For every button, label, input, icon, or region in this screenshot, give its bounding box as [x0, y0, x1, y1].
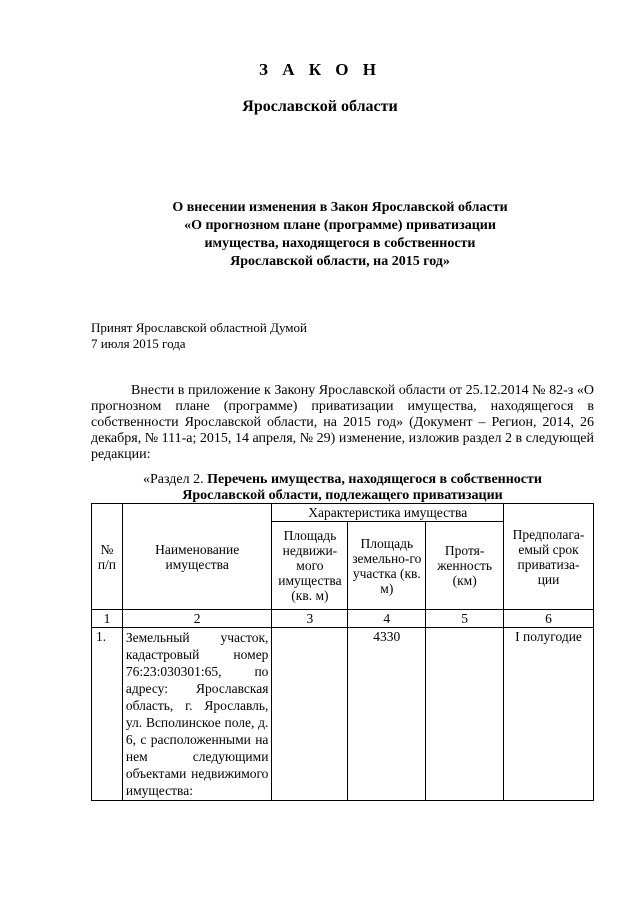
header-name: Наименование имущества	[122, 504, 272, 610]
amendment-paragraph: Внести в приложение к Закону Ярославской области от 25.12.2014 № 82-з «О прогнозном плане (программе) приватизации имущества, находящегося в собственности Ярославской области, на 2015 год» (Документ – Регион, 2014, 26 декабря, № 111-а; 2015, 14 апреля, № 29) изменение, изложив раздел 2 в следующей редакции:	[91, 383, 594, 462]
section-title-line1: Перечень имущества, находящегося в собственности	[207, 472, 542, 487]
section-prefix: «Раздел 2.	[143, 472, 204, 487]
subject-line: О внесении изменения в Закон Ярославской области	[172, 200, 508, 215]
adoption-date: 7 июля 2015 года	[91, 336, 186, 351]
column-number: 4	[348, 610, 426, 628]
subject-line: Ярославской области, на 2015 год»	[230, 254, 450, 269]
row-number: 1.	[92, 628, 123, 801]
adoption-note	[91, 320, 307, 352]
adoption-body: Принят Ярославской областной Думой	[91, 320, 307, 335]
row-term: I полугодие	[504, 628, 594, 801]
header-building-area: Площадь недвижи-мого имущества (кв. м)	[272, 522, 348, 610]
header-number: № п/п	[92, 504, 123, 610]
header-land-area: Площадь земельно-го участка (кв. м)	[348, 522, 426, 610]
header-characteristics: Характеристика имущества	[272, 504, 504, 522]
column-number: 1	[92, 610, 123, 628]
column-number: 2	[122, 610, 272, 628]
law-title: З А К О Н	[258, 60, 382, 79]
column-number: 3	[272, 610, 348, 628]
row-name: Земельный участок, кадастровый номер 76:23:030301:65, по адресу: Ярославская область, г. Ярославль, ул. Всполинское поле, д. 6, с расположенными на нем следующими объектами недвижимого имущества:	[122, 628, 272, 801]
header-term: Предполага-емый срок приватиза-ции	[504, 504, 594, 610]
law-subject	[120, 199, 560, 271]
column-number: 5	[426, 610, 504, 628]
row-length	[426, 628, 504, 801]
row-building-area	[272, 628, 348, 801]
table-row	[92, 628, 594, 801]
column-number: 6	[504, 610, 594, 628]
header-length: Протя-женность (км)	[426, 522, 504, 610]
section-heading	[91, 472, 594, 504]
subject-line: «О прогнозном плане (программе) приватизации	[184, 218, 496, 233]
row-land-area: 4330	[348, 628, 426, 801]
law-region: Ярославской области	[242, 98, 398, 115]
subject-line: имущества, находящегося в собственности	[204, 236, 476, 251]
section-title-line2: Ярославской области, подлежащего приватизации	[182, 488, 503, 503]
property-table	[91, 503, 594, 801]
